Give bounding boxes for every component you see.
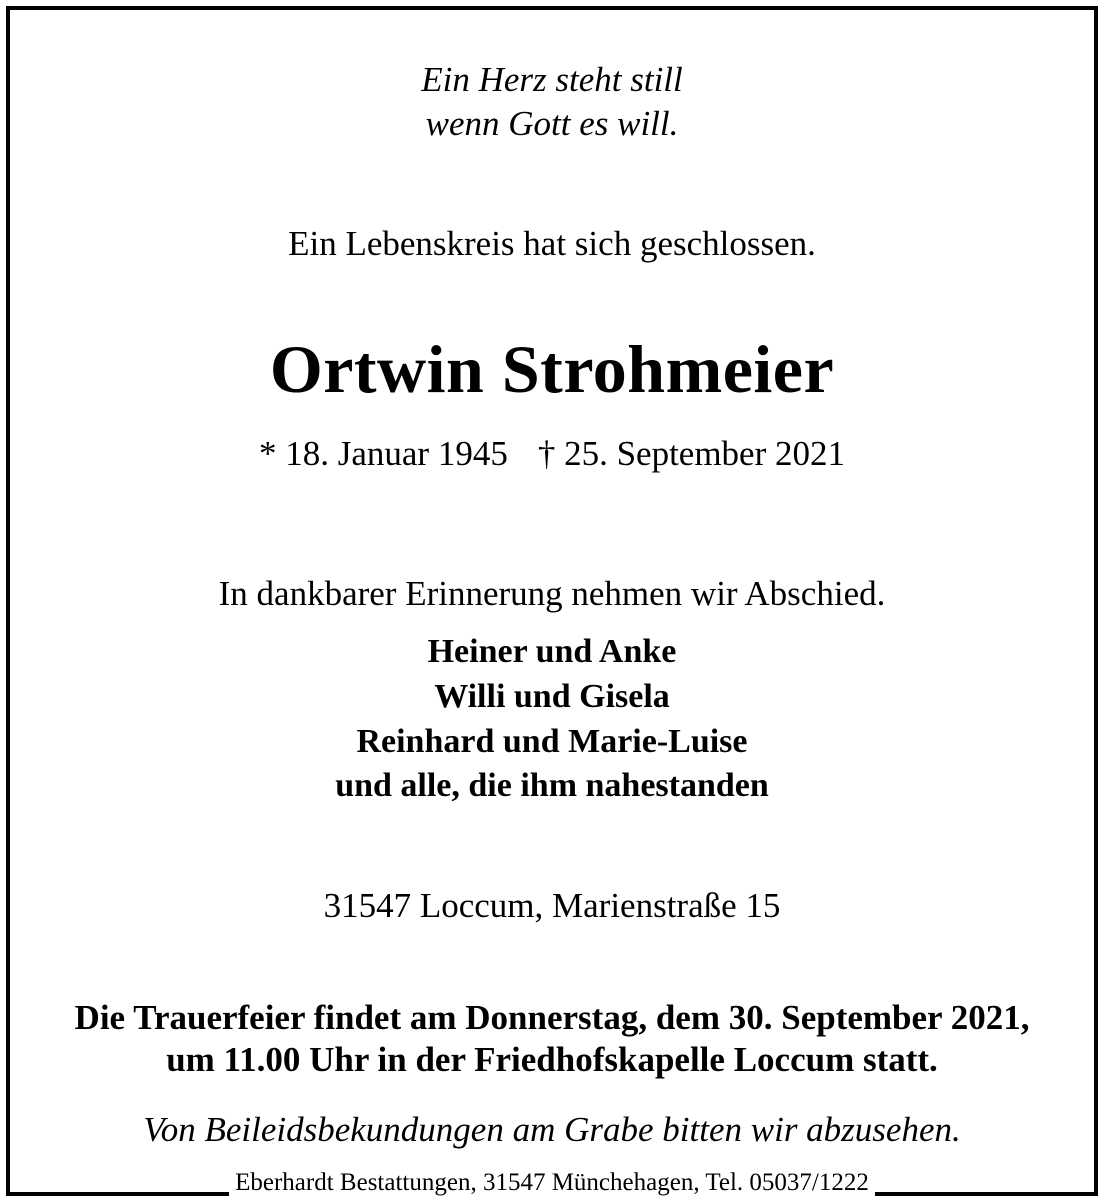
mourner-line: Reinhard und Marie-Luise [356,723,748,760]
service-line-2: um 11.00 Uhr in der Friedhofskapelle Loccum statt. [166,1040,938,1079]
address-text: 31547 Loccum, Marienstraße 15 [323,886,781,925]
motto-line-1: Ein Herz steht still [421,60,683,99]
farewell-text: In dankbarer Erinnerung nehmen wir Abschied. [218,574,886,613]
mourner-line: Heiner und Anke [427,633,677,670]
intro-text: Ein Lebenskreis hat sich geschlossen. [288,224,816,263]
mourner-line: Willi und Gisela [434,678,670,715]
life-dates [0,434,1104,474]
motto-line-2: wenn Gott es will. [425,104,679,143]
undertaker-info: Eberhardt Bestattungen, 31547 Münchehagen, Tel. 05037/1222 [229,1169,875,1197]
mourner-line: und alle, die ihm nahestanden [335,767,769,804]
footer [0,1166,1104,1200]
birth-date: * 18. Januar 1945 [258,434,508,473]
death-date: † 25. September 2021 [537,434,846,473]
condolence-request: Von Beileidsbekundungen am Grabe bitten wir abzusehen. [143,1110,961,1149]
deceased-name: Ortwin Strohmeier [269,331,835,407]
service-line-1: Die Trauerfeier findet am Donnerstag, dem 30. September 2021, [74,998,1030,1037]
